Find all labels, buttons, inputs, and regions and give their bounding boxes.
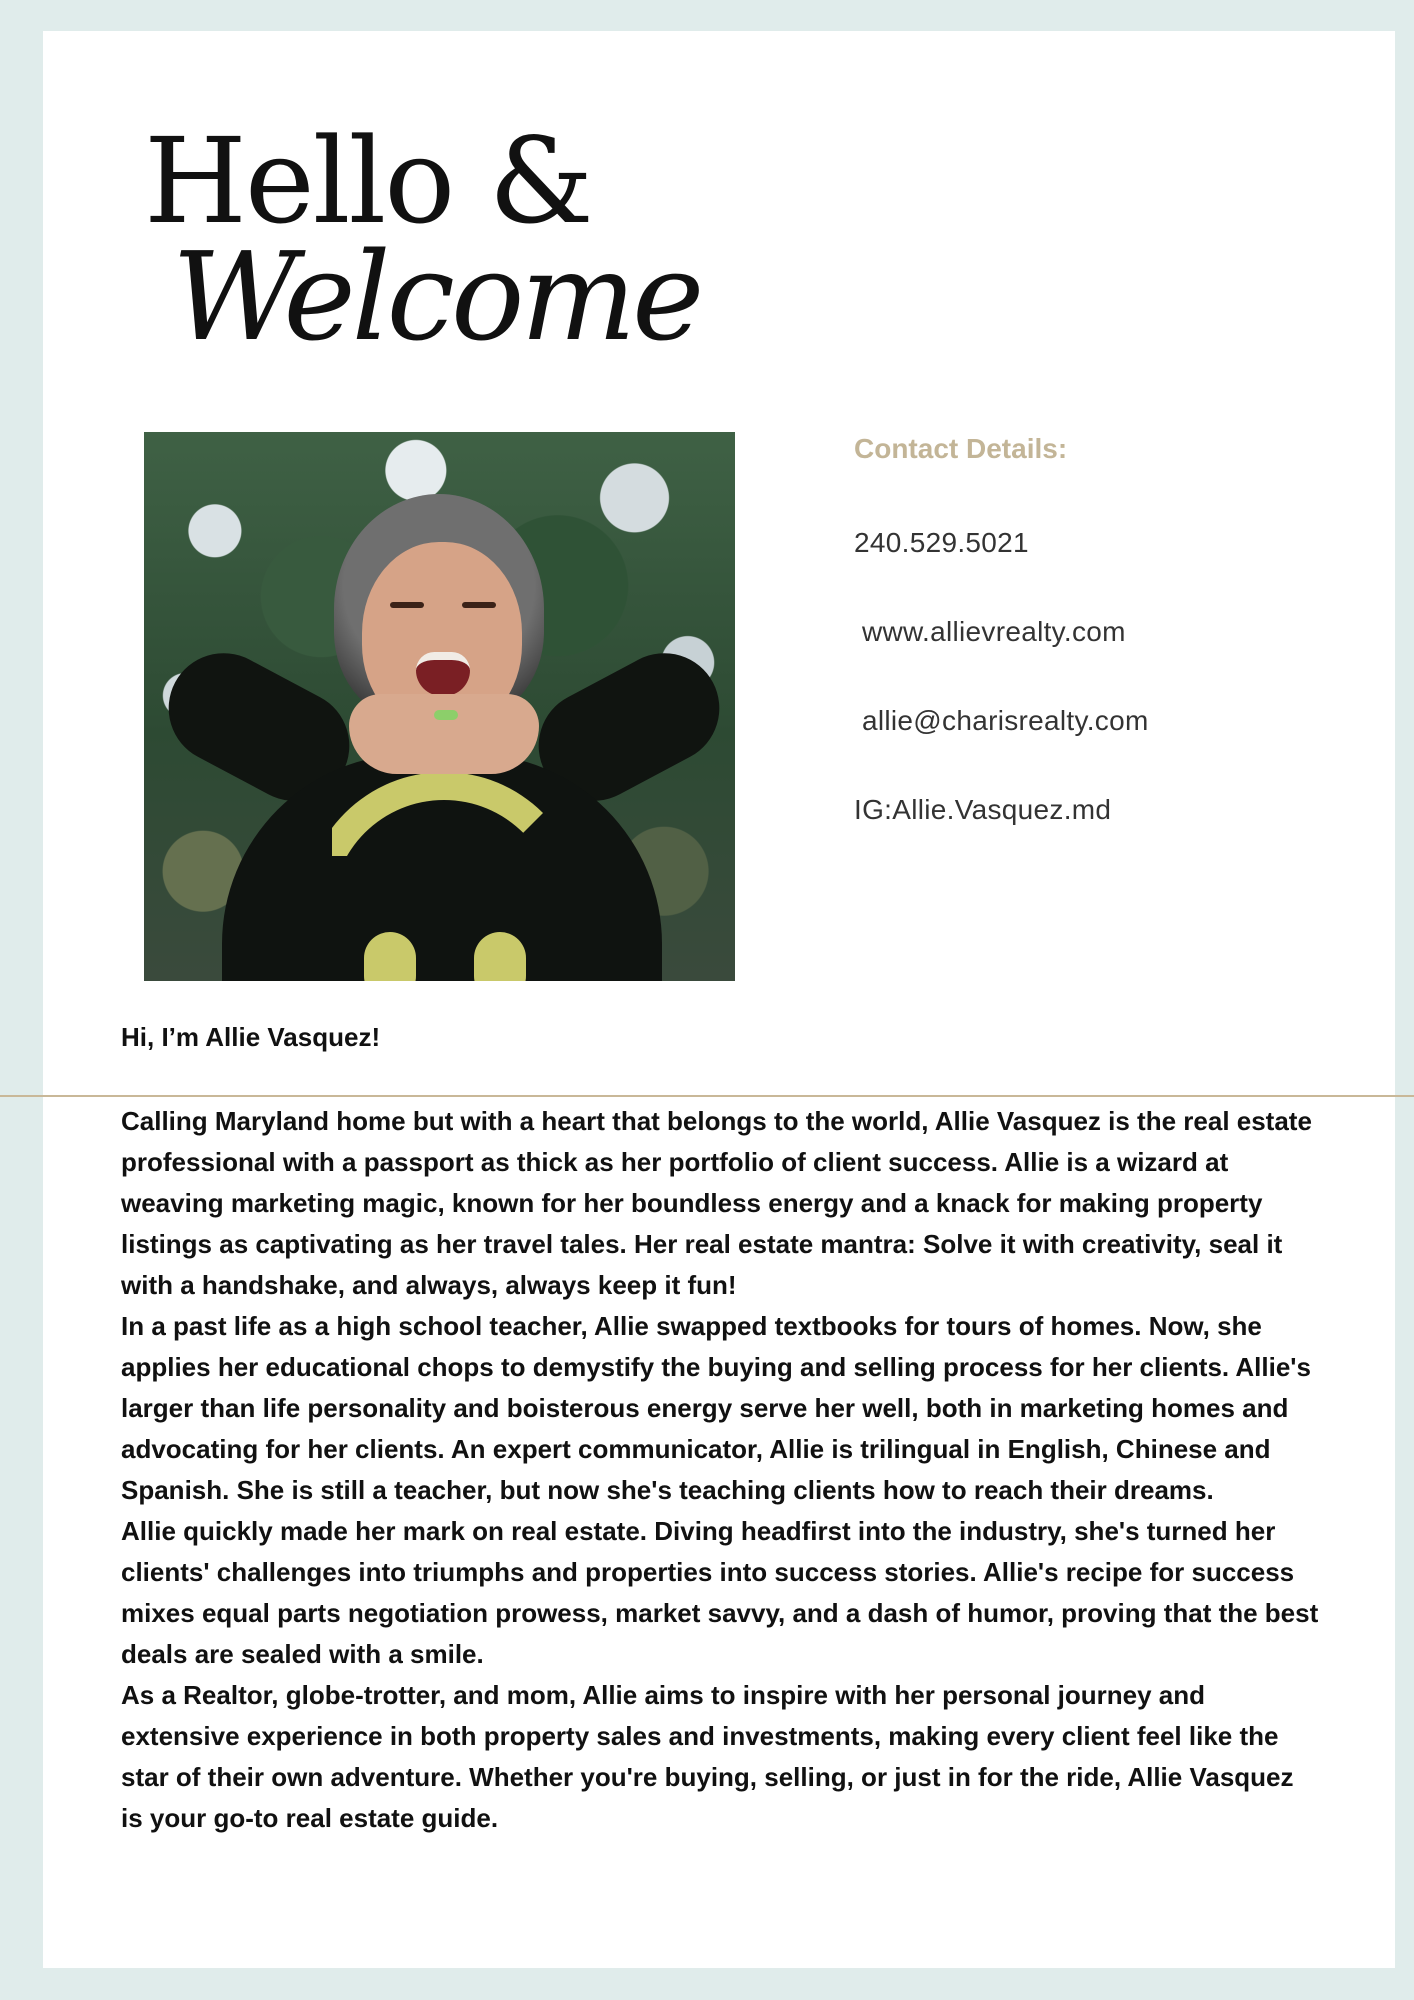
portrait-photo (144, 432, 735, 981)
photo-sweater-smiley-eye-left (364, 932, 416, 981)
bio-text (121, 1101, 1321, 1839)
contact-phone[interactable]: 240.529.5021 (854, 527, 1029, 558)
title-welcome: Welcome (172, 226, 701, 368)
title-hello: Hello & (144, 112, 592, 250)
contact-heading: Contact Details: (854, 433, 1068, 464)
bio-paragraph-3: Allie quickly made her mark on real estate. Diving headfirst into the industry, she's turned her clients' challenges into triumphs and properties into success stories. Allie's recipe for success mixes equal parts negotiation prowess, market savvy, and a dash of humor, proving that the best deals are sealed with a smile. (121, 1516, 1319, 1669)
bio-paragraph-2: In a past life as a high school teacher, Allie swapped textbooks for tours of homes. Now, she applies her educational chops to demystify the buying and selling process for her clients. Allie's larger than life personality and boisterous energy serve her well, both in marketing homes and advocating for her clients. An expert communicator, Allie is trilingual in English, Chinese and Spanish. She is still a teacher, but now she's teaching clients how to reach their dreams. (121, 1311, 1311, 1505)
photo-hands (349, 694, 539, 774)
photo-eye-right (462, 602, 496, 608)
photo-sweater-smiley-eye-right (474, 932, 526, 981)
bio-paragraph-4: As a Realtor, globe-trotter, and mom, Allie aims to inspire with her personal journey and extensive experience in both property sales and investments, making every client feel like the star of their own adventure. Whether you're buying, selling, or just in for the ride, Allie Vasquez is your go-to real estate guide. (121, 1680, 1294, 1833)
contact-instagram-handle[interactable]: IG:Allie.Vasquez.md (854, 794, 1112, 825)
bio-paragraph-1: Calling Maryland home but with a heart that belongs to the world, Allie Vasquez is the real estate professional with a passport as thick as her portfolio of client success. Allie is a wizard at weaving marketing magic, known for her boundless energy and a knack for making property listings as captivating as her travel tales. Her real estate mantra: Solve it with creativity, seal it with a handshake, and always, always keep it fun! (121, 1106, 1312, 1300)
photo-nails (434, 710, 458, 720)
photo-eye-left (390, 602, 424, 608)
contact-website-link[interactable]: www.allievrealty.com (862, 616, 1126, 647)
bio-greeting: Hi, I’m Allie Vasquez! (121, 1022, 381, 1052)
divider-line (0, 1095, 1414, 1097)
contact-email-link[interactable]: allie@charisrealty.com (862, 705, 1149, 736)
